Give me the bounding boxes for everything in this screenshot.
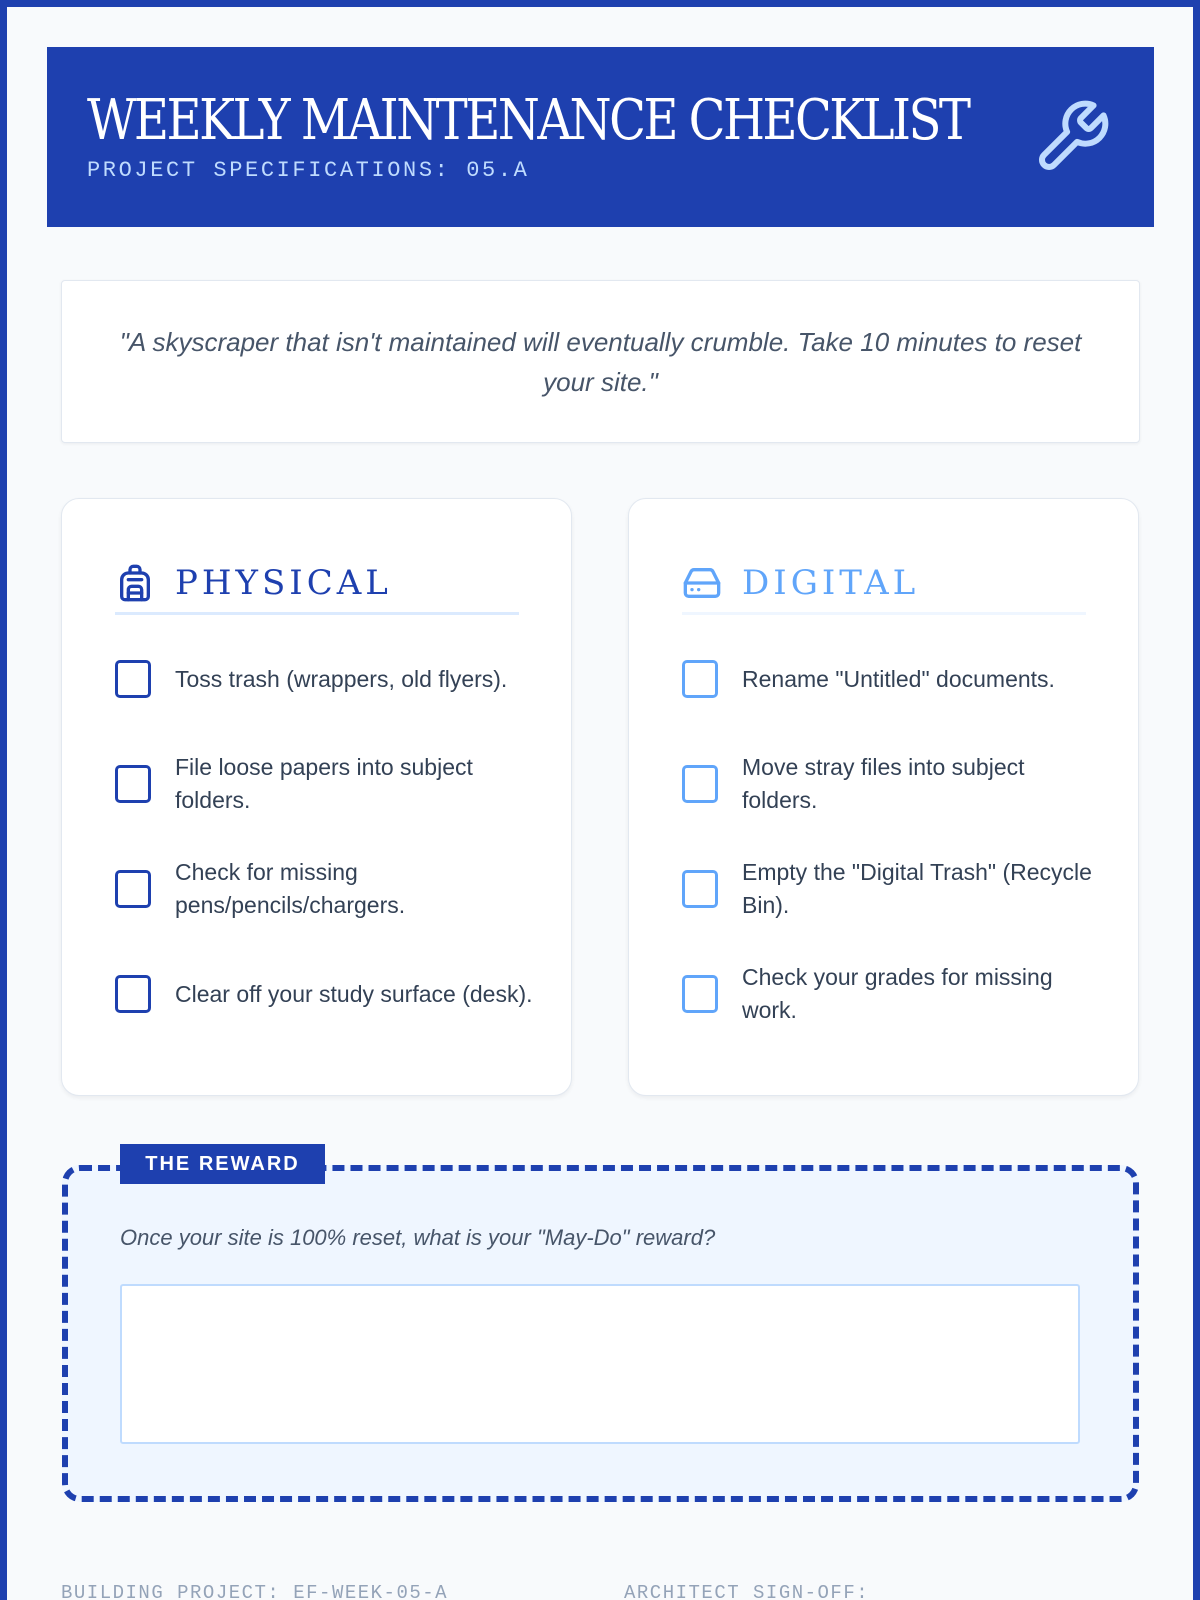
checklist-item-label: File loose papers into subject folders.	[175, 754, 473, 813]
checklist-item-label: Check for missing pens/pencils/chargers.	[175, 859, 406, 918]
checklist-item[interactable]	[682, 849, 1102, 929]
hard-drive-icon	[682, 563, 722, 603]
reward-question: Once your site is 100% reset, what is your "May-Do" reward?	[120, 1225, 716, 1250]
checkbox[interactable]	[115, 660, 151, 698]
checklist-item-label: Empty the "Digital Trash" (Recycle Bin).	[742, 859, 1092, 918]
page-title: WEEKLY MAINTENANCE CHECKLIST	[87, 88, 969, 153]
architect-signoff-label: ARCHITECT SIGN-OFF:	[624, 1582, 870, 1600]
header-banner	[47, 47, 1154, 227]
checkbox[interactable]	[682, 975, 718, 1013]
checkbox[interactable]	[682, 870, 718, 908]
checklist-item[interactable]	[682, 954, 1102, 1034]
digital-card	[628, 498, 1139, 1096]
checkbox[interactable]	[115, 765, 151, 803]
reward-input[interactable]	[120, 1284, 1080, 1444]
quote-text: "A skyscraper that isn't maintained will eventually crumble. Take 10 minutes to reset your site."	[119, 326, 1082, 397]
checklist-item[interactable]	[115, 744, 535, 824]
checklist-item[interactable]	[115, 954, 535, 1034]
physical-card	[61, 498, 572, 1096]
reward-tag: THE REWARD	[120, 1144, 325, 1184]
checkbox[interactable]	[115, 870, 151, 908]
building-project-label: BUILDING PROJECT: EF-WEEK-05-A	[61, 1582, 449, 1600]
physical-heading	[115, 553, 519, 615]
checkbox[interactable]	[115, 975, 151, 1013]
checklist-item[interactable]	[682, 639, 1102, 719]
checklist-item[interactable]	[115, 849, 535, 929]
backpack-icon	[115, 563, 155, 603]
digital-title: DIGITAL	[742, 562, 920, 603]
checkbox[interactable]	[682, 765, 718, 803]
page-subtitle: PROJECT SPECIFICATIONS: 05.A	[87, 158, 530, 183]
wrench-icon	[1032, 97, 1112, 177]
checkbox[interactable]	[682, 660, 718, 698]
checklist-item-label: Rename "Untitled" documents.	[742, 665, 1055, 692]
digital-heading	[682, 553, 1086, 615]
checklist-item[interactable]	[682, 744, 1102, 824]
checklist-item[interactable]	[115, 639, 535, 719]
checklist-item-label: Move stray files into subject folders.	[742, 754, 1025, 813]
checklist-item-label: Check your grades for missing work.	[742, 964, 1053, 1023]
checklist-item-label: Clear off your study surface (desk).	[175, 980, 533, 1007]
checklist-item-label: Toss trash (wrappers, old flyers).	[175, 665, 508, 692]
physical-title: PHYSICAL	[175, 562, 392, 603]
quote-box	[61, 280, 1140, 443]
